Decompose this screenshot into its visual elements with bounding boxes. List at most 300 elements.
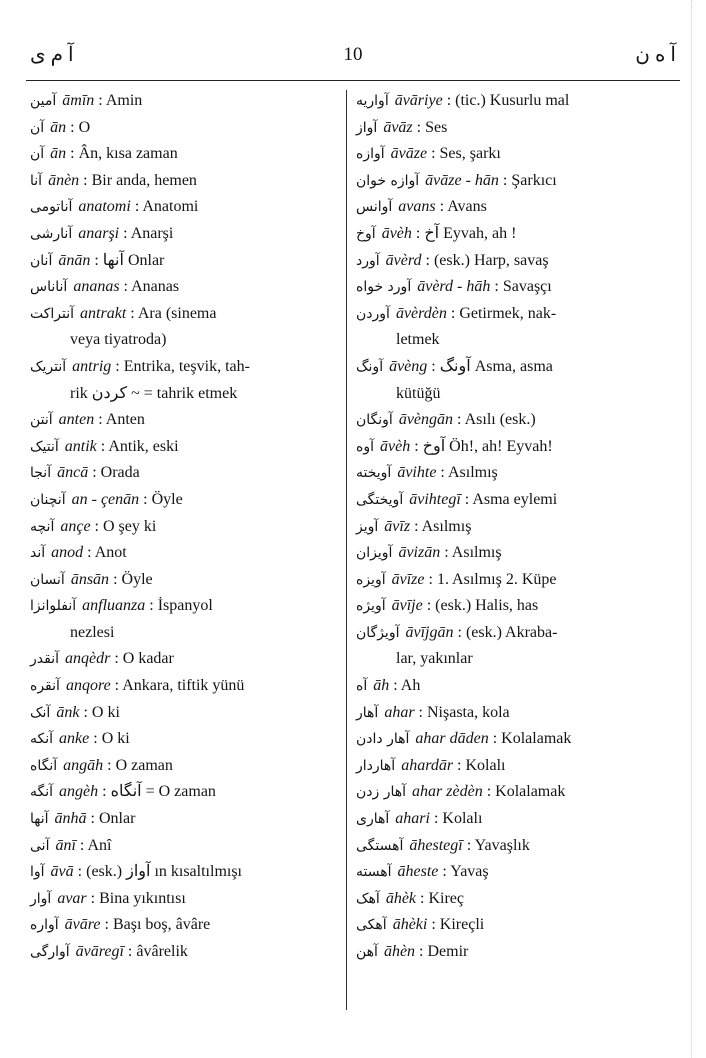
- dictionary-entry: [356, 354, 666, 407]
- dictionary-entry: [356, 168, 666, 195]
- entry-headword: ān: [50, 118, 67, 136]
- entry-arabic: آوارگی: [30, 944, 70, 960]
- entry-arabic: آهاردار: [356, 757, 396, 774]
- entry-headword: antrakt: [80, 304, 127, 322]
- entry-separator: :: [139, 490, 152, 508]
- dictionary-entry: [356, 700, 666, 727]
- dictionary-entry: [356, 912, 666, 939]
- dictionary-entry: [30, 434, 340, 461]
- entry-arabic: آنگاه: [30, 757, 58, 774]
- entry-headword: āmīn: [62, 92, 95, 109]
- entry-separator: :: [422, 597, 436, 615]
- right-column: [356, 88, 666, 966]
- entry-arabic: آویز: [356, 518, 379, 535]
- entry-separator: :: [119, 278, 132, 296]
- entry-separator: :: [83, 544, 95, 562]
- entry-separator: :: [79, 171, 92, 189]
- entry-separator: :: [411, 224, 425, 242]
- entry-separator: :: [73, 863, 87, 881]
- entry-separator: :: [427, 145, 440, 163]
- entry-headword: angāh: [63, 756, 104, 774]
- entry-definition: Demir: [427, 943, 469, 960]
- entry-headword: ānk: [56, 703, 80, 721]
- entry-arabic: آهار دادن: [356, 731, 410, 748]
- dictionary-entry: [30, 354, 340, 407]
- dictionary-entry: [30, 912, 340, 939]
- left-column: [30, 88, 340, 966]
- dictionary-entry: [30, 939, 340, 966]
- dictionary-entry: [30, 221, 340, 248]
- entry-definition: Asılmış: [447, 464, 498, 482]
- entry-separator: :: [429, 810, 443, 828]
- entry-headword: āvāregī: [75, 943, 124, 960]
- entry-definition: Bina yıkıntısı: [99, 889, 186, 907]
- entry-separator: :: [442, 92, 456, 109]
- entry-headword: āvèng: [389, 357, 428, 375]
- entry-headword: ānān: [58, 251, 91, 269]
- entry-arabic: آوه: [356, 438, 374, 455]
- entry-arabic: آونگ: [356, 358, 384, 375]
- entry-headword: āvèh: [381, 224, 412, 242]
- entry-headword: āvījgān: [405, 623, 454, 641]
- dictionary-entry: [30, 673, 340, 700]
- dictionary-entry: [356, 221, 666, 248]
- header-left-letters: آ م ی: [30, 44, 74, 66]
- entry-headword: āvèrd: [385, 251, 422, 269]
- entry-separator: :: [414, 703, 427, 721]
- entry-headword: ān: [50, 145, 67, 163]
- entry-definition: O ki: [101, 730, 130, 748]
- entry-definition: Kireçli: [439, 916, 485, 934]
- entry-separator: :: [427, 357, 440, 375]
- entry-separator: :: [415, 943, 428, 960]
- entry-arabic: آناناس: [30, 279, 68, 296]
- entry-arabic: آنتیک: [30, 438, 59, 455]
- dictionary-entry: [30, 753, 340, 780]
- entry-headword: āvīz: [384, 517, 411, 535]
- entry-arabic: آنارشی: [30, 225, 73, 242]
- dictionary-entry: [356, 434, 666, 461]
- entry-headword: āvihte: [397, 464, 437, 482]
- dictionary-entry: [356, 487, 666, 514]
- dictionary-entry: [30, 487, 340, 514]
- dictionary-entry: [30, 141, 340, 168]
- dictionary-entry: [30, 806, 340, 833]
- entry-definition: Amin: [105, 92, 143, 109]
- entry-definition: آوخ Öh!, ah! Eyvah!: [422, 437, 553, 455]
- dictionary-entry: [30, 407, 340, 434]
- dictionary-entry: [30, 540, 340, 567]
- entry-headword: ançe: [60, 517, 91, 535]
- entry-headword: āhestegī: [409, 836, 463, 854]
- entry-arabic: آنکه: [30, 731, 54, 748]
- entry-separator: :: [66, 118, 79, 136]
- entry-arabic: آهستگی: [356, 837, 404, 854]
- entry-headword: anod: [51, 544, 84, 562]
- entry-arabic: آوخ: [356, 225, 376, 242]
- entry-headword: angèh: [59, 783, 99, 801]
- dictionary-entry: [30, 301, 340, 354]
- entry-separator: :: [86, 889, 100, 907]
- dictionary-entry: [356, 115, 666, 142]
- entry-headword: anqèdr: [64, 650, 111, 668]
- entry-arabic: آن: [30, 146, 45, 163]
- entry-headword: ahardār: [401, 756, 454, 774]
- entry-separator: :: [90, 517, 103, 535]
- entry-separator: :: [440, 544, 452, 562]
- entry-definition: Avans: [447, 198, 487, 216]
- entry-definition: Asma eylemi: [472, 490, 558, 508]
- entry-arabic: آویژه: [356, 598, 386, 615]
- entry-headword: antrig: [72, 357, 112, 375]
- entry-continuation: rik کردن ~ = tahrik etmek: [70, 384, 238, 402]
- entry-definition: Öyle: [121, 570, 153, 588]
- entry-headword: anfluanza: [82, 597, 146, 615]
- entry-definition: Onlar: [98, 810, 136, 828]
- entry-separator: :: [110, 650, 123, 668]
- dictionary-entry: [356, 460, 666, 487]
- dictionary-entry: [30, 514, 340, 541]
- dictionary-entry: [30, 194, 340, 221]
- entry-headword: antik: [64, 437, 97, 455]
- entry-arabic: آونگان: [356, 412, 393, 429]
- dictionary-entry: [356, 593, 666, 620]
- entry-headword: āncā: [57, 464, 89, 482]
- entry-separator: :: [389, 677, 401, 695]
- entry-separator: :: [435, 198, 448, 216]
- entry-arabic: آوا: [30, 864, 45, 881]
- entry-separator: :: [453, 623, 466, 641]
- dictionary-entry: [30, 859, 340, 886]
- entry-arabic: آویزه: [356, 571, 386, 588]
- dictionary-entry: [356, 194, 666, 221]
- entry-definition: Savaşçı: [502, 278, 552, 296]
- dictionary-entry: [356, 514, 666, 541]
- entry-definition: Anten: [105, 411, 145, 429]
- entry-headword: āvīje: [391, 597, 423, 615]
- entry-headword: āvāze: [390, 145, 428, 163]
- dictionary-entry: [30, 88, 340, 115]
- header-rule: [26, 80, 680, 81]
- dictionary-entry: [356, 886, 666, 913]
- entry-headword: anke: [59, 730, 90, 748]
- dictionary-entry: [356, 540, 666, 567]
- entry-arabic: آوردن: [356, 305, 390, 322]
- entry-definition: İspanyol: [157, 597, 213, 615]
- dictionary-entry: [30, 886, 340, 913]
- entry-definition: Kolalı: [465, 756, 506, 774]
- entry-definition: (esk.) آواز ın kısaltılmışı: [86, 863, 242, 881]
- column-divider: [346, 90, 347, 1010]
- dictionary-entry: [30, 274, 340, 301]
- entry-arabic: آن: [30, 119, 45, 136]
- entry-arabic: آنچه: [30, 518, 55, 535]
- entry-headword: anarşi: [78, 224, 120, 242]
- entry-arabic: آهار: [356, 704, 379, 721]
- entry-definition: Ses, şarkı: [439, 145, 501, 163]
- entry-arabic: آنچنان: [30, 491, 66, 508]
- entry-headword: āvèrd - hāh: [417, 278, 491, 296]
- entry-headword: anatomi: [78, 198, 131, 216]
- entry-separator: :: [446, 304, 460, 322]
- dictionary-entry: [356, 673, 666, 700]
- entry-arabic: آواز: [356, 119, 378, 136]
- entry-headword: ahar zèdèn: [412, 783, 483, 801]
- entry-separator: :: [86, 810, 99, 828]
- entry-arabic: آوازه: [356, 146, 385, 163]
- entry-continuation: letmek: [396, 331, 440, 349]
- entry-definition: Bir anda, hemen: [91, 171, 197, 189]
- entry-separator: :: [410, 517, 422, 535]
- entry-definition: Asılmış: [451, 544, 502, 562]
- entry-headword: āvèrdèn: [395, 304, 447, 322]
- entry-definition: Kolalamak: [495, 783, 566, 801]
- entry-headword: āvāz: [383, 118, 413, 136]
- entry-headword: āvèh: [380, 437, 411, 455]
- entry-headword: āvihtegī: [409, 490, 461, 508]
- entry-arabic: آنتریک: [30, 358, 67, 375]
- entry-definition: Kireç: [428, 889, 464, 907]
- entry-separator: :: [460, 490, 473, 508]
- entry-headword: āhèn: [383, 943, 416, 960]
- dictionary-entry: [356, 779, 666, 806]
- entry-arabic: آنک: [30, 704, 51, 721]
- entry-headword: āvāriye: [394, 92, 443, 109]
- entry-definition: (esk.) Akraba-: [465, 623, 558, 641]
- entry-separator: :: [126, 304, 138, 322]
- entry-separator: :: [109, 570, 122, 588]
- entry-headword: ahar dāden: [415, 730, 489, 748]
- dictionary-entry: [30, 833, 340, 860]
- entry-arabic: آنفلوانزا: [30, 598, 77, 615]
- entry-definition: Asılmış: [421, 517, 472, 535]
- entry-separator: :: [453, 756, 466, 774]
- entry-arabic: آمین: [30, 93, 57, 109]
- entry-arabic: آنجا: [30, 465, 52, 482]
- dictionary-entry: [356, 726, 666, 753]
- entry-headword: āvā: [50, 863, 74, 881]
- entry-definition: Ananas: [131, 278, 180, 296]
- dictionary-entry: [356, 620, 666, 673]
- entry-arabic: آواره: [30, 917, 59, 934]
- entry-definition: Antik, eski: [108, 437, 179, 455]
- entry-definition: O: [78, 118, 91, 136]
- entry-definition: Öyle: [151, 490, 183, 508]
- header-right-letters: آ ه ن: [635, 44, 676, 66]
- entry-separator: :: [410, 437, 423, 455]
- entry-arabic: آند: [30, 545, 46, 562]
- entry-definition: Getirmek, nak-: [459, 304, 557, 322]
- entry-headword: an - çenān: [71, 490, 140, 508]
- entry-separator: :: [453, 411, 465, 429]
- entry-definition: Kolalamak: [501, 730, 572, 748]
- entry-separator: :: [490, 278, 503, 296]
- entry-separator: :: [89, 730, 102, 748]
- entry-arabic: آهکی: [356, 917, 387, 934]
- dictionary-entry: [356, 301, 666, 354]
- entry-definition: O kadar: [122, 650, 174, 668]
- entry-arabic: آوار: [30, 890, 52, 907]
- entry-arabic: آنان: [30, 252, 53, 269]
- entry-arabic: آنا: [30, 172, 43, 189]
- entry-headword: āvīze: [391, 570, 425, 588]
- entry-definition: (esk.) Halis, has: [435, 597, 539, 615]
- page-edge: [691, 0, 702, 1058]
- entry-separator: :: [119, 224, 131, 242]
- entry-headword: ānhā: [54, 810, 87, 828]
- entry-definition: Nişasta, kola: [427, 703, 510, 721]
- entry-arabic: آنتن: [30, 412, 53, 429]
- entry-arabic: آویخته: [356, 465, 392, 482]
- entry-separator: :: [110, 677, 123, 695]
- entry-definition: âvârelik: [136, 943, 188, 960]
- entry-headword: anqore: [65, 677, 111, 695]
- entry-headword: ahar: [384, 703, 415, 721]
- entry-arabic: آه: [356, 678, 368, 695]
- entry-headword: ānèn: [48, 171, 80, 189]
- dictionary-entry: [30, 115, 340, 142]
- dictionary-entry: [30, 567, 340, 594]
- entry-separator: :: [436, 464, 448, 482]
- entry-arabic: آهک: [356, 890, 380, 907]
- entry-definition: Yavaş: [450, 863, 489, 881]
- entry-headword: āvizān: [398, 544, 441, 562]
- dictionary-entry: [356, 859, 666, 886]
- entry-headword: ahari: [395, 810, 430, 828]
- dictionary-entry: [30, 726, 340, 753]
- entry-definition: 1. Asılmış 2. Küpe: [436, 570, 557, 588]
- entry-separator: :: [412, 118, 426, 136]
- entry-definition: Orada: [100, 464, 140, 482]
- entry-separator: :: [100, 916, 113, 934]
- dictionary-entry: [356, 274, 666, 301]
- entry-definition: Anarşi: [130, 224, 174, 242]
- entry-separator: :: [488, 730, 502, 748]
- entry-definition: آخ Eyvah, ah !: [424, 224, 517, 242]
- entry-definition: (tic.) Kusurlu mal: [455, 92, 570, 109]
- entry-definition: (esk.) Harp, savaş: [433, 251, 549, 269]
- entry-arabic: آویختگی: [356, 491, 404, 508]
- entry-separator: :: [103, 756, 116, 774]
- entry-separator: :: [424, 570, 437, 588]
- entry-arabic: آنقره: [30, 678, 60, 695]
- entry-separator: :: [94, 92, 106, 109]
- entry-definition: Anot: [94, 544, 127, 562]
- dictionary-entry: [30, 646, 340, 673]
- entry-arabic: آورد: [356, 252, 380, 269]
- entry-arabic: آورد خواه: [356, 279, 412, 296]
- entry-headword: anten: [58, 411, 95, 429]
- dictionary-entry: [30, 779, 340, 806]
- entry-arabic: آواریه: [356, 93, 389, 109]
- entry-continuation: veya tiyatroda): [70, 331, 167, 349]
- entry-separator: :: [111, 357, 124, 375]
- entry-definition: Kolalı: [442, 810, 483, 828]
- entry-headword: ānsān: [70, 570, 110, 588]
- entry-arabic: آهار زدن: [356, 784, 407, 801]
- entry-definition: آنها Onlar: [102, 251, 165, 269]
- entry-definition: Ah: [400, 677, 421, 695]
- entry-separator: :: [130, 198, 143, 216]
- dictionary-entry: [356, 88, 666, 115]
- entry-headword: avans: [398, 198, 436, 216]
- entry-definition: Anatomi: [142, 198, 199, 216]
- entry-separator: :: [498, 171, 512, 189]
- dictionary-entry: [356, 141, 666, 168]
- entry-separator: :: [416, 889, 429, 907]
- entry-definition: Yavaşlık: [474, 836, 530, 854]
- entry-definition: Anî: [87, 836, 112, 854]
- dictionary-entry: [356, 833, 666, 860]
- entry-separator: :: [421, 251, 434, 269]
- entry-definition: Entrika, teşvik, tah-: [123, 357, 250, 375]
- entry-arabic: آنسان: [30, 571, 65, 588]
- entry-headword: avar: [57, 889, 87, 907]
- entry-separator: :: [90, 251, 103, 269]
- entry-separator: :: [438, 863, 451, 881]
- entry-separator: :: [427, 916, 440, 934]
- entry-continuation: kütüğü: [396, 384, 441, 402]
- entry-definition: O şey ki: [103, 517, 157, 535]
- entry-separator: :: [66, 145, 79, 163]
- entry-continuation: nezlesi: [70, 623, 115, 641]
- entry-separator: :: [75, 836, 88, 854]
- dictionary-entry: [356, 753, 666, 780]
- entry-headword: āhèki: [392, 916, 428, 934]
- entry-definition: Ses: [425, 118, 448, 136]
- dictionary-entry: [30, 460, 340, 487]
- dictionary-entry: [356, 939, 666, 966]
- dictionary-entry: [30, 700, 340, 727]
- entry-headword: āh: [373, 677, 390, 695]
- entry-arabic: آوانس: [356, 199, 393, 216]
- entry-definition: O zaman: [115, 756, 173, 774]
- entry-separator: :: [96, 437, 109, 455]
- entry-headword: āvāre: [64, 916, 101, 934]
- dictionary-entry: [356, 407, 666, 434]
- entry-headword: ananas: [73, 278, 120, 296]
- entry-definition: Ankara, tiftik yünü: [122, 677, 245, 695]
- entry-continuation: lar, yakınlar: [396, 650, 473, 668]
- entry-arabic: آهاری: [356, 811, 390, 828]
- entry-arabic: آهن: [356, 944, 378, 960]
- entry-headword: āheste: [397, 863, 439, 881]
- dictionary-entry: [356, 806, 666, 833]
- dictionary-entry: [356, 567, 666, 594]
- dictionary-entry: [30, 248, 340, 275]
- entry-separator: :: [482, 783, 496, 801]
- entry-definition: آونگ Asma, asma: [439, 357, 553, 375]
- entry-arabic: آهسته: [356, 864, 392, 881]
- entry-separator: :: [98, 783, 111, 801]
- dictionary-entry: [30, 593, 340, 646]
- entry-arabic: آنها: [30, 811, 49, 828]
- entry-definition: Ân, kısa zaman: [78, 145, 178, 163]
- entry-definition: Ara (sinema: [137, 304, 217, 322]
- entry-separator: :: [462, 836, 475, 854]
- entry-arabic: آویژگان: [356, 624, 400, 641]
- entry-definition: Asılı (esk.): [464, 411, 536, 429]
- entry-arabic: آوازه خوان: [356, 172, 420, 189]
- entry-arabic: آنگه: [30, 784, 54, 801]
- entry-separator: :: [94, 411, 106, 429]
- page-header: [30, 38, 676, 72]
- dictionary-entry: [30, 168, 340, 195]
- entry-arabic: آویزان: [356, 545, 393, 562]
- entry-definition: O ki: [91, 703, 120, 721]
- entry-headword: āvāze - hān: [425, 171, 499, 189]
- entry-arabic: آنتراکت: [30, 305, 75, 322]
